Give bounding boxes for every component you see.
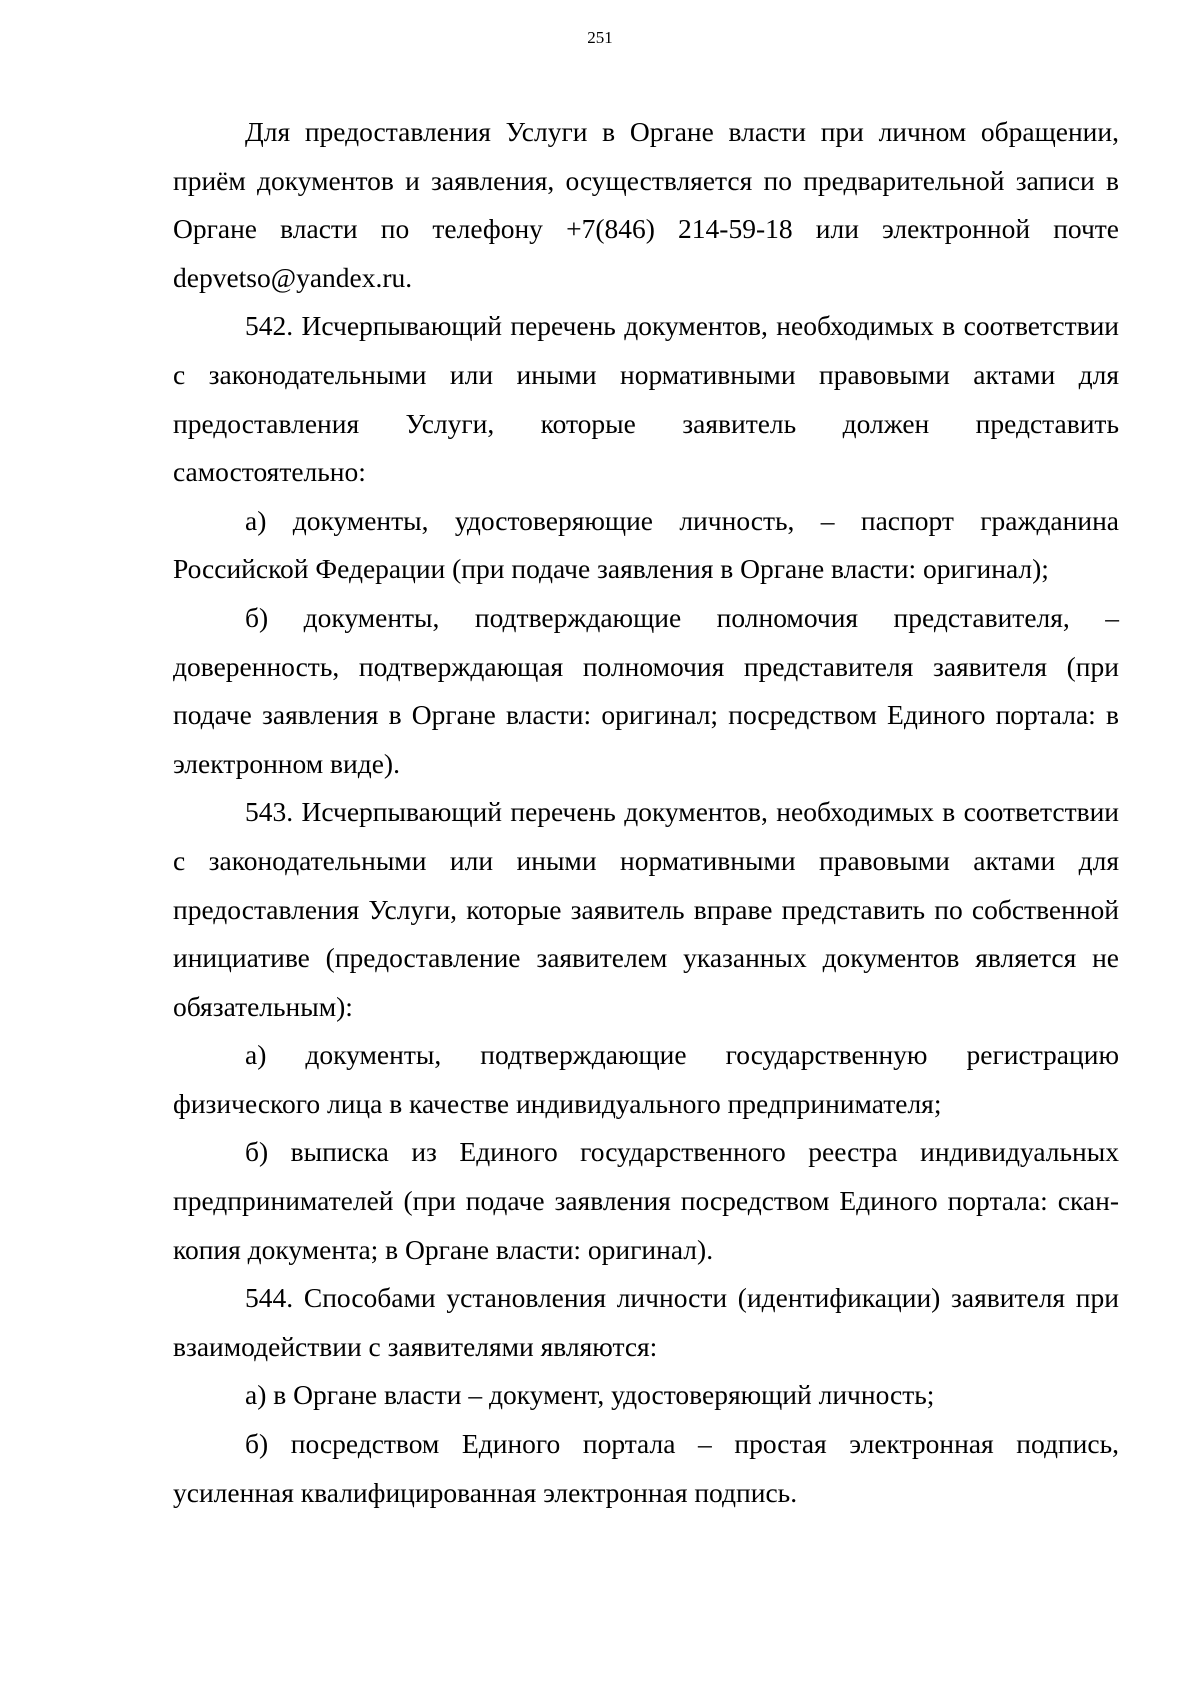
paragraph-542-b: б) документы, подтверждающие полномочия представителя, – доверенность, подтверждающая полномочия представителя заявителя (при подаче заявления в Органе власти: оригинал; посредством Единого портала: в электронном виде).	[173, 601, 1119, 779]
page-number: 251	[587, 28, 613, 47]
paragraph-544-b: б) посредством Единого портала – простая электронная подпись, усиленная квалифицированная электронная подпись.	[173, 1428, 1119, 1508]
paragraph-542: 542. Исчерпывающий перечень документов, необходимых в соответствии с законодательными или иными нормативными правовыми актами для предоставления Услуги, которые заявитель должен представить самостоятельно:	[173, 310, 1119, 488]
paragraph-543-a: а) документы, подтверждающие государственную регистрацию физического лица в качестве индивидуального предпринимателя;	[173, 1039, 1119, 1119]
paragraph-543: 543. Исчерпывающий перечень документов, необходимых в соответствии с законодательными или иными нормативными правовыми актами для предоставления Услуги, которые заявитель вправе представить по собственной инициативе (предоставление заявителем указанных документов является не обязательным):	[173, 796, 1119, 1022]
paragraph-543-b: б) выписка из Единого государственного реестра индивидуальных предпринимателей (при подаче заявления посредством Единого портала: скан-копия документа; в Органе власти: оригинал).	[173, 1136, 1119, 1265]
paragraph-544-a: а) в Органе власти – документ, удостоверяющий личность;	[245, 1379, 935, 1411]
paragraph-appointment: Для предоставления Услуги в Органе власти при личном обращении, приём документов и заявления, осуществляется по предварительной записи в Органе власти по телефону +7(846) 214-59-18 или электронной почте depvetso@yandex.ru.	[173, 116, 1119, 293]
document-body	[173, 108, 1119, 1517]
paragraph-542-a: а) документы, удостоверяющие личность, – паспорт гражданина Российской Федерации (при подаче заявления в Органе власти: оригинал);	[173, 504, 1119, 585]
paragraph-544: 544. Способами установления личности (идентификации) заявителя при взаимодействии с заявителями являются:	[173, 1282, 1119, 1362]
